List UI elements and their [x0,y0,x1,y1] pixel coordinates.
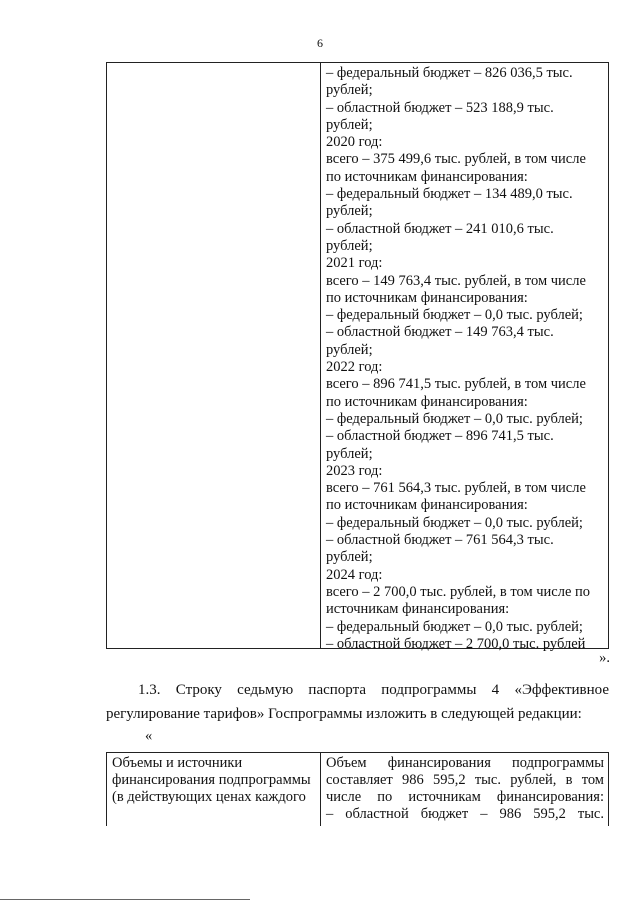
funding-line: – областной бюджет – 241 010,6 тыс. [326,220,554,237]
table2-right-last-line: – областной бюджет – 986 595,2 тыс. [326,806,604,822]
funding-line: рублей; [326,237,373,254]
table2-right-cell [321,753,608,826]
table2-right-text: Объем финансирования подпрограммы составляет 986 595,2 тыс. рублей, в том числе по источникам финансирования: [326,755,604,805]
funding-line: – областной бюджет – 896 741,5 тыс. [326,428,554,445]
subprogram-funding-table [106,752,609,826]
opening-quote: « [145,728,153,744]
funding-line: – областной бюджет – 149 763,4 тыс. [326,324,554,341]
funding-line: – областной бюджет – 2 700,0 тыс. рублей [326,635,586,652]
funding-line: – федеральный бюджет – 134 489,0 тыс. [326,186,573,203]
funding-line: – федеральный бюджет – 0,0 тыс. рублей; [326,514,583,531]
funding-table-continuation [106,62,609,652]
closing-quote: ». [599,650,610,666]
funding-line: по источникам финансирования: [326,289,528,306]
year-heading: 2020 год: [326,134,383,151]
year-heading: 2023 год: [326,462,383,479]
funding-line: рублей; [326,116,373,133]
year-heading: 2024 год: [326,566,383,583]
funding-line: – областной бюджет – 523 188,9 тыс. [326,99,554,116]
funding-line: по источникам финансирования: [326,497,528,514]
table2-left-cell: Объемы и источники финансирования подпрограммы (в действующих ценах каждого [107,753,321,826]
footer-divider [0,899,250,900]
table-right-cell [321,63,608,652]
amendment-paragraph [106,678,609,726]
funding-line: всего – 375 499,6 тыс. рублей, в том числе [326,151,586,168]
paragraph-line-1: 1.3. Строку седьмую паспорта подпрограммы 4 «Эффективное [138,682,609,698]
funding-line: всего – 761 564,3 тыс. рублей, в том числе [326,480,586,497]
funding-line: рублей; [326,445,373,462]
funding-line: всего – 2 700,0 тыс. рублей, в том числе по [326,583,591,600]
funding-line: рублей; [326,203,373,220]
year-heading: 2022 год: [326,359,383,376]
table-left-cell-empty [107,63,321,648]
page-number: 6 [317,36,323,50]
paragraph-line-2: регулирование тарифов» Госпрограммы изложить в следующей редакции: [106,706,582,722]
funding-line: рублей; [326,341,373,358]
funding-line: всего – 896 741,5 тыс. рублей, в том числе [326,376,586,393]
funding-line: – федеральный бюджет – 826 036,5 тыс. [326,65,573,81]
funding-line: рублей; [326,82,373,99]
funding-line: по источникам финансирования: [326,168,528,185]
funding-line: всего – 149 763,4 тыс. рублей, в том числе [326,272,586,289]
year-heading: 2021 год: [326,255,383,272]
funding-line: – федеральный бюджет – 0,0 тыс. рублей; [326,618,583,635]
funding-line: по источникам финансирования: [326,393,528,410]
funding-line: – федеральный бюджет – 0,0 тыс. рублей; [326,307,583,324]
funding-line: рублей; [326,549,373,566]
funding-line: – федеральный бюджет – 0,0 тыс. рублей; [326,410,583,427]
funding-line: источникам финансирования: [326,601,510,618]
funding-line: – областной бюджет – 761 564,3 тыс. [326,532,554,549]
